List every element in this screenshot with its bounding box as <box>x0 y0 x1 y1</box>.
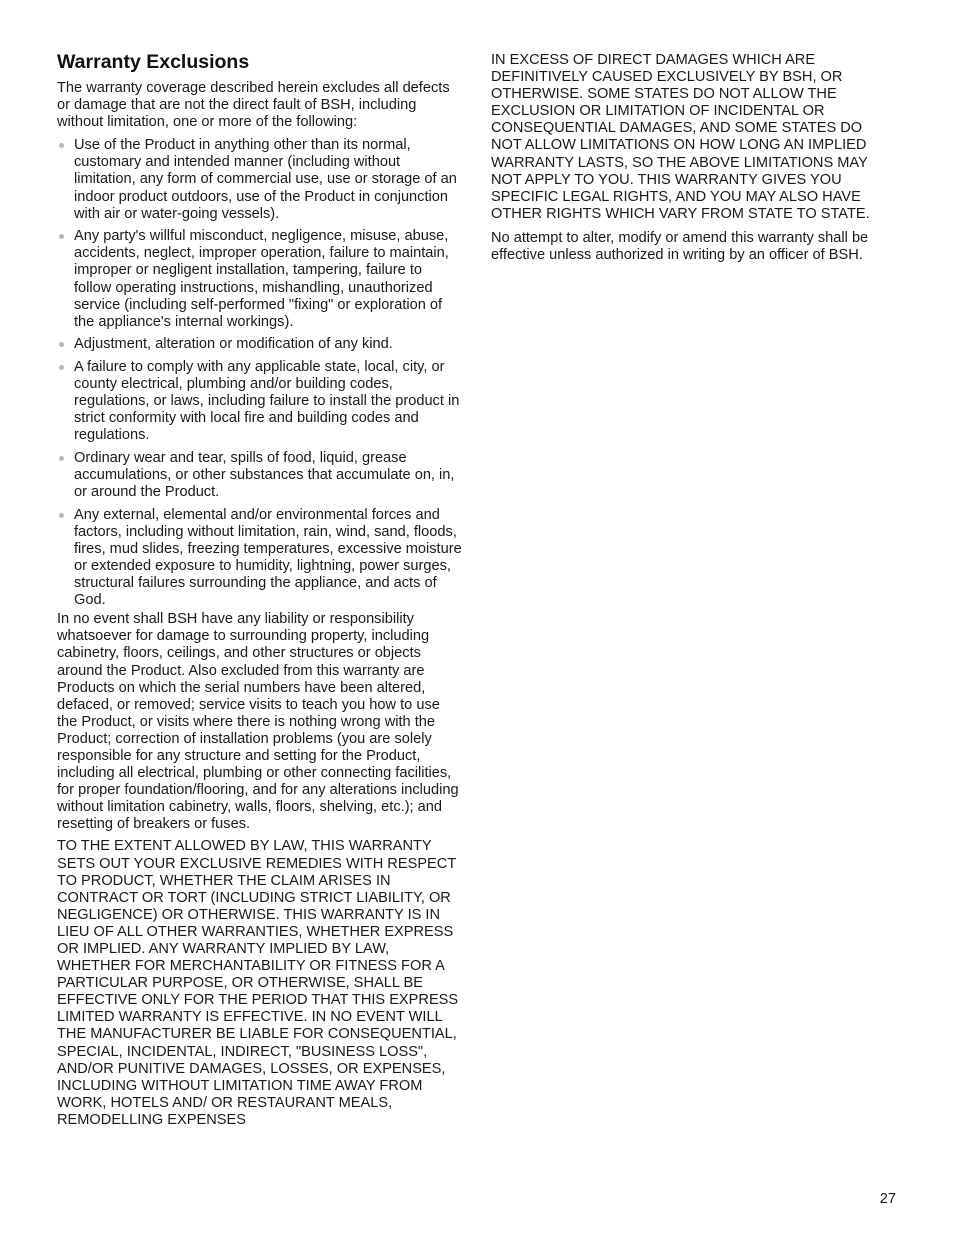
list-item <box>57 137 462 222</box>
list-item-text: Ordinary wear and tear, spills of food, liquid, grease accumulations, or other substances that accumulate on, in, or around the Product. <box>74 449 455 501</box>
bullet-icon <box>59 365 64 370</box>
liability-paragraph: In no event shall BSH have any liability or responsibility whatsoever for damage to surrounding property, including cabinetry, floors, ceilings, and other structures or objects around the Product. Also excluded from this warranty are Products on which the serial numbers have been altered, defaced, or removed; service visits to teach you how to use the Product, or visits where there is nothing wrong with the Product; correction of installation problems (you are solely responsible for any structure and setting for the Product, including all electrical, plumbing or other connecting facilities, for proper foundation/flooring, and for any alterations including without limitation cabinetry, walls, floors, shelving, etc.); and resetting of breakers or fuses. <box>57 611 459 833</box>
intro-paragraph: The warranty coverage described herein excludes all defects or damage that are not the direct fault of BSH, including without limitation, one or more of the following: <box>57 80 450 131</box>
exclusions-list <box>57 137 462 609</box>
bullet-icon <box>59 513 64 518</box>
list-item-text: A failure to comply with any applicable state, local, city, or county electrical, plumbing and/or building codes, regulations, or laws, including failure to install the product in strict conformity with local fire and building codes and regulations. <box>74 358 460 444</box>
page-number: 27 <box>879 1191 896 1207</box>
bullet-icon <box>59 143 64 148</box>
section-heading: Warranty Exclusions <box>57 51 250 73</box>
amendment-paragraph: No attempt to alter, modify or amend this warranty shall be effective unless authorized in writing by an officer of BSH. <box>491 229 869 264</box>
bullet-icon <box>59 456 64 461</box>
bullet-icon <box>59 234 64 239</box>
list-item-text: Adjustment, alteration or modification of any kind. <box>74 336 393 353</box>
law-paragraph-part-1: TO THE EXTENT ALLOWED BY LAW, THIS WARRANTY SETS OUT YOUR EXCLUSIVE REMEDIES WITH RESPECT TO PRODUCT, WHETHER THE CLAIM ARISES IN CONTRACT OR TORT (INCLUDING STRICT LIABILITY, OR NEGLIGENCE) OR OTHERWISE. THIS WARRANTY IS IN LIEU OF ALL OTHER WARRANTIES, WHETHER EXPRESS OR IMPLIED. ANY WARRANTY IMPLIED BY LAW, WHETHER FOR MERCHANTABILITY OR FITNESS FOR A PARTICULAR PURPOSE, OR OTHERWISE, SHALL BE EFFECTIVE ONLY FOR THE PERIOD THAT THIS EXPRESS LIMITED WARRANTY IS EFFECTIVE. IN NO EVENT WILL THE MANUFACTURER BE LIABLE FOR CONSEQUENTIAL, SPECIAL, INCIDENTAL, INDIRECT, "BUSINESS LOSS", AND/OR PUNITIVE DAMAGES, LOSSES, OR EXPENSES, INCLUDING WITHOUT LIMITATION TIME AWAY FROM WORK, HOTELS AND/ OR RESTAURANT MEALS, REMODELLING EXPENSES <box>57 838 459 1128</box>
list-item-text: Any party's willful misconduct, negligence, misuse, abuse, accidents, neglect, improper operation, failure to maintain, improper or negligent installation, tampering, failure to follow operating instructions, mishandling, unauthorized service (including self-performed "fixing" or exploration of the appliance's internal workings). <box>74 228 449 330</box>
right-column <box>491 52 896 269</box>
left-column <box>57 50 462 1134</box>
list-item <box>57 336 462 353</box>
list-item-text: Any external, elemental and/or environmental forces and factors, including without limitation, rain, wind, sand, floods, fires, mud slides, freezing temperatures, excessive moisture or extended exposure to humidity, lightning, power surges, structural failures surrounding the appliance, and acts of God. <box>74 506 462 609</box>
bullet-icon <box>59 342 64 347</box>
law-paragraph-part-2: IN EXCESS OF DIRECT DAMAGES WHICH ARE DEFINITIVELY CAUSED EXCLUSIVELY BY BSH, OR OTHERWISE. SOME STATES DO NOT ALLOW THE EXCLUSION OR LIMITATION OF INCIDENTAL OR CONSEQUENTIAL DAMAGES, AND SOME STATES DO NOT ALLOW LIMITATIONS ON HOW LONG AN IMPLIED WARRANTY LASTS, SO THE ABOVE LIMITATIONS MAY NOT APPLY TO YOU. THIS WARRANTY GIVES YOU SPECIFIC LEGAL RIGHTS, AND YOU MAY ALSO HAVE OTHER RIGHTS WHICH VARY FROM STATE TO STATE. <box>491 52 870 222</box>
list-item <box>57 450 462 501</box>
list-item <box>57 228 462 331</box>
list-item <box>57 507 462 610</box>
list-item-text: Use of the Product in anything other than its normal, customary and intended manner (including without limitation, any form of commercial use, use or storage of an indoor product outdoors, use of the Product in conjunction with air or water-going vessels). <box>74 137 457 222</box>
list-item <box>57 359 462 444</box>
